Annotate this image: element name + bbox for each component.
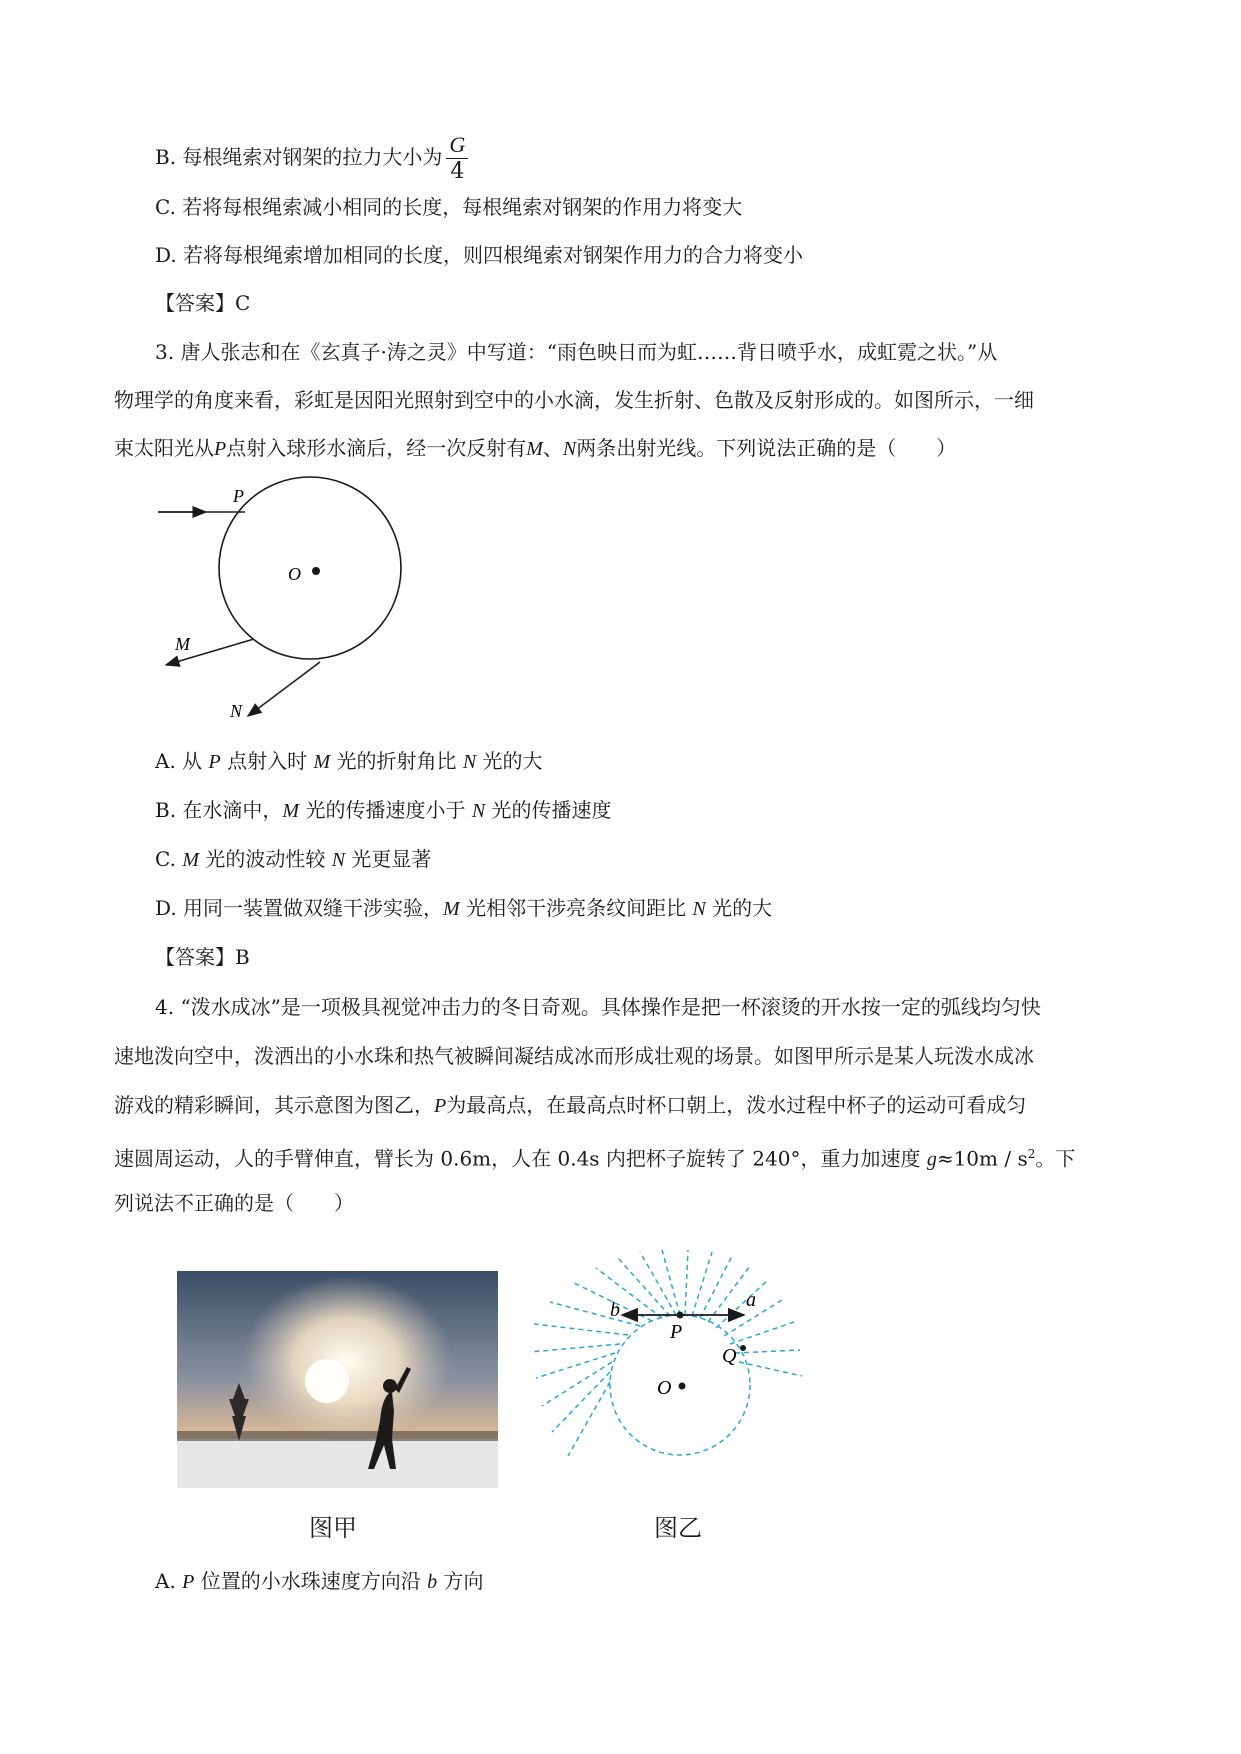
q4-option-a xyxy=(155,1567,483,1596)
q3-stem-line1: 3. 唐人张志和在《玄真子·涛之灵》中写道：“雨色映日而为虹……背日喷乎水，成虹霓之状。”从 xyxy=(155,340,998,364)
q3-option-c xyxy=(155,845,431,874)
fraction-g-over-4 xyxy=(446,132,468,185)
dashed-line xyxy=(700,1256,732,1318)
dashed-line xyxy=(685,1250,688,1315)
q3-text: 束太阳光从 xyxy=(114,436,214,460)
text: A. xyxy=(155,1569,183,1593)
dashed-line xyxy=(735,1350,800,1353)
text: 位置的小水珠速度方向沿 xyxy=(194,1569,428,1593)
q2-option-b xyxy=(155,132,468,185)
label-o: O xyxy=(288,564,301,584)
q3-text: 两条出射光线。下列说法正确的是（ ） xyxy=(576,436,957,460)
dashed-line xyxy=(542,1362,612,1406)
q3-answer: 【答案】B xyxy=(155,945,250,969)
water-droplet-diagram xyxy=(150,470,420,735)
var: b xyxy=(427,1571,438,1593)
var: M xyxy=(282,800,300,822)
droplet-circle xyxy=(219,477,401,659)
dashed-line xyxy=(730,1322,794,1344)
splash-photo-drawing xyxy=(177,1271,498,1488)
var-p: P xyxy=(434,1095,447,1117)
text: C. xyxy=(155,847,183,871)
ray-n xyxy=(248,662,320,716)
var: P xyxy=(182,1571,195,1593)
splash-photo xyxy=(177,1271,498,1488)
text: 光更显著 xyxy=(345,847,432,871)
label-q: Q xyxy=(722,1345,737,1367)
text: 。下 xyxy=(1035,1146,1076,1171)
text: 速圆周运动，人的手臂伸直，臂长为 0.6m，人在 0.4s 内把杯子旋转了 240°，重力加速度 xyxy=(114,1146,921,1171)
label-m: M xyxy=(175,634,190,654)
q2-option-c: C. 若将每根绳索减小相同的长度，每根绳索对钢架的作用力将变大 xyxy=(155,195,743,219)
label-a: a xyxy=(746,1289,756,1311)
label-p: P xyxy=(233,486,244,506)
label-b: b xyxy=(610,1299,620,1321)
dashed-line xyxy=(618,1258,670,1316)
text: 光相邻干涉亮条纹间距比 xyxy=(459,896,693,920)
q3-option-a xyxy=(155,747,543,776)
fraction-denominator: 4 xyxy=(450,159,465,184)
q4-stem-line4 xyxy=(114,1140,1075,1174)
q3-option-b xyxy=(155,796,612,825)
label-p: P xyxy=(670,1321,683,1343)
var: N xyxy=(692,898,706,920)
dashed-line xyxy=(530,1344,620,1352)
caption-figure-yi: 图乙 xyxy=(654,1514,702,1542)
circular-motion-diagram xyxy=(530,1240,830,1480)
var: M xyxy=(313,751,331,773)
q3-var-n: N xyxy=(562,438,577,460)
q2-option-b-text: B. 每根绳索对钢架的拉力大小为 xyxy=(155,145,443,169)
q3-var-p: P xyxy=(214,438,227,460)
q3-text: 点射入球形水滴后，经一次反射有 xyxy=(226,436,527,460)
var: N xyxy=(462,751,477,773)
text: 光的大 xyxy=(476,749,543,773)
text: 光的传播速度小于 xyxy=(299,798,472,822)
text: 光的折射角比 xyxy=(330,749,463,773)
text: A. 从 xyxy=(155,749,209,773)
text: ≈10m / s xyxy=(936,1146,1028,1171)
q2-answer: 【答案】C xyxy=(155,291,251,315)
text: 点射入时 xyxy=(220,749,314,773)
text: D. 用同一装置做双缝干涉实验， xyxy=(155,896,444,920)
q4-stem-line1: 4. “泼水成冰”是一项极具视觉冲击力的冬日奇观。具体操作是把一杯滚烫的开水按一定的弧线均匀快 xyxy=(155,995,1041,1019)
dashed-line xyxy=(716,1280,768,1328)
center-dot xyxy=(312,567,320,575)
label-n: N xyxy=(230,701,243,721)
q3-text: 、 xyxy=(542,436,563,460)
text: 光的波动性较 xyxy=(198,847,332,871)
var: N xyxy=(331,849,346,871)
var: M xyxy=(443,898,460,920)
text: 游戏的精彩瞬间，其示意图为图乙， xyxy=(114,1093,434,1117)
text: 光的大 xyxy=(705,896,773,920)
point-q xyxy=(740,1345,746,1351)
dashed-line xyxy=(550,1302,640,1326)
text: B. 在水滴中， xyxy=(155,798,283,822)
q3-var-m: M xyxy=(526,438,543,460)
dashed-line xyxy=(534,1324,628,1335)
caption-figure-jia: 图甲 xyxy=(309,1514,357,1542)
q3-stem-line3 xyxy=(114,434,956,463)
text: 光的传播速度 xyxy=(485,798,612,822)
dashed-line xyxy=(692,1252,712,1316)
q4-stem-line2: 速地泼向空中，泼洒出的小水珠和热气被瞬间凝结成冰而形成壮观的场景。如图甲所示是某人玩泼水成冰 xyxy=(114,1044,1034,1068)
point-o xyxy=(679,1383,686,1390)
q4-stem-line5: 列说法不正确的是（ ） xyxy=(114,1191,354,1215)
q2-option-d: D. 若将每根绳索增加相同的长度，则四根绳索对钢架作用力的合力将变小 xyxy=(155,243,804,267)
dashed-line xyxy=(708,1266,750,1322)
point-p xyxy=(677,1312,684,1319)
superscript: 2 xyxy=(1027,1147,1036,1161)
dashed-line xyxy=(596,1268,662,1318)
fraction-numerator: G xyxy=(446,132,468,159)
var: M xyxy=(182,849,199,871)
text: 方向 xyxy=(437,1569,484,1593)
q3-option-d xyxy=(155,894,772,923)
text: 为最高点，在最高点时杯口朝上，泼水过程中杯子的运动可看成匀 xyxy=(446,1093,1027,1117)
q4-stem-line3 xyxy=(114,1091,1026,1120)
q3-stem-line2: 物理学的角度来看，彩虹是因阳光照射到空中的小水滴，发生折射、色散及反射形成的。如图所示，一细 xyxy=(114,388,1034,412)
label-o: O xyxy=(657,1377,672,1399)
dashed-line xyxy=(536,1353,615,1378)
var: P xyxy=(208,751,221,773)
trajectory-lines xyxy=(530,1250,802,1456)
var: N xyxy=(471,800,486,822)
var-g: g xyxy=(926,1148,937,1171)
